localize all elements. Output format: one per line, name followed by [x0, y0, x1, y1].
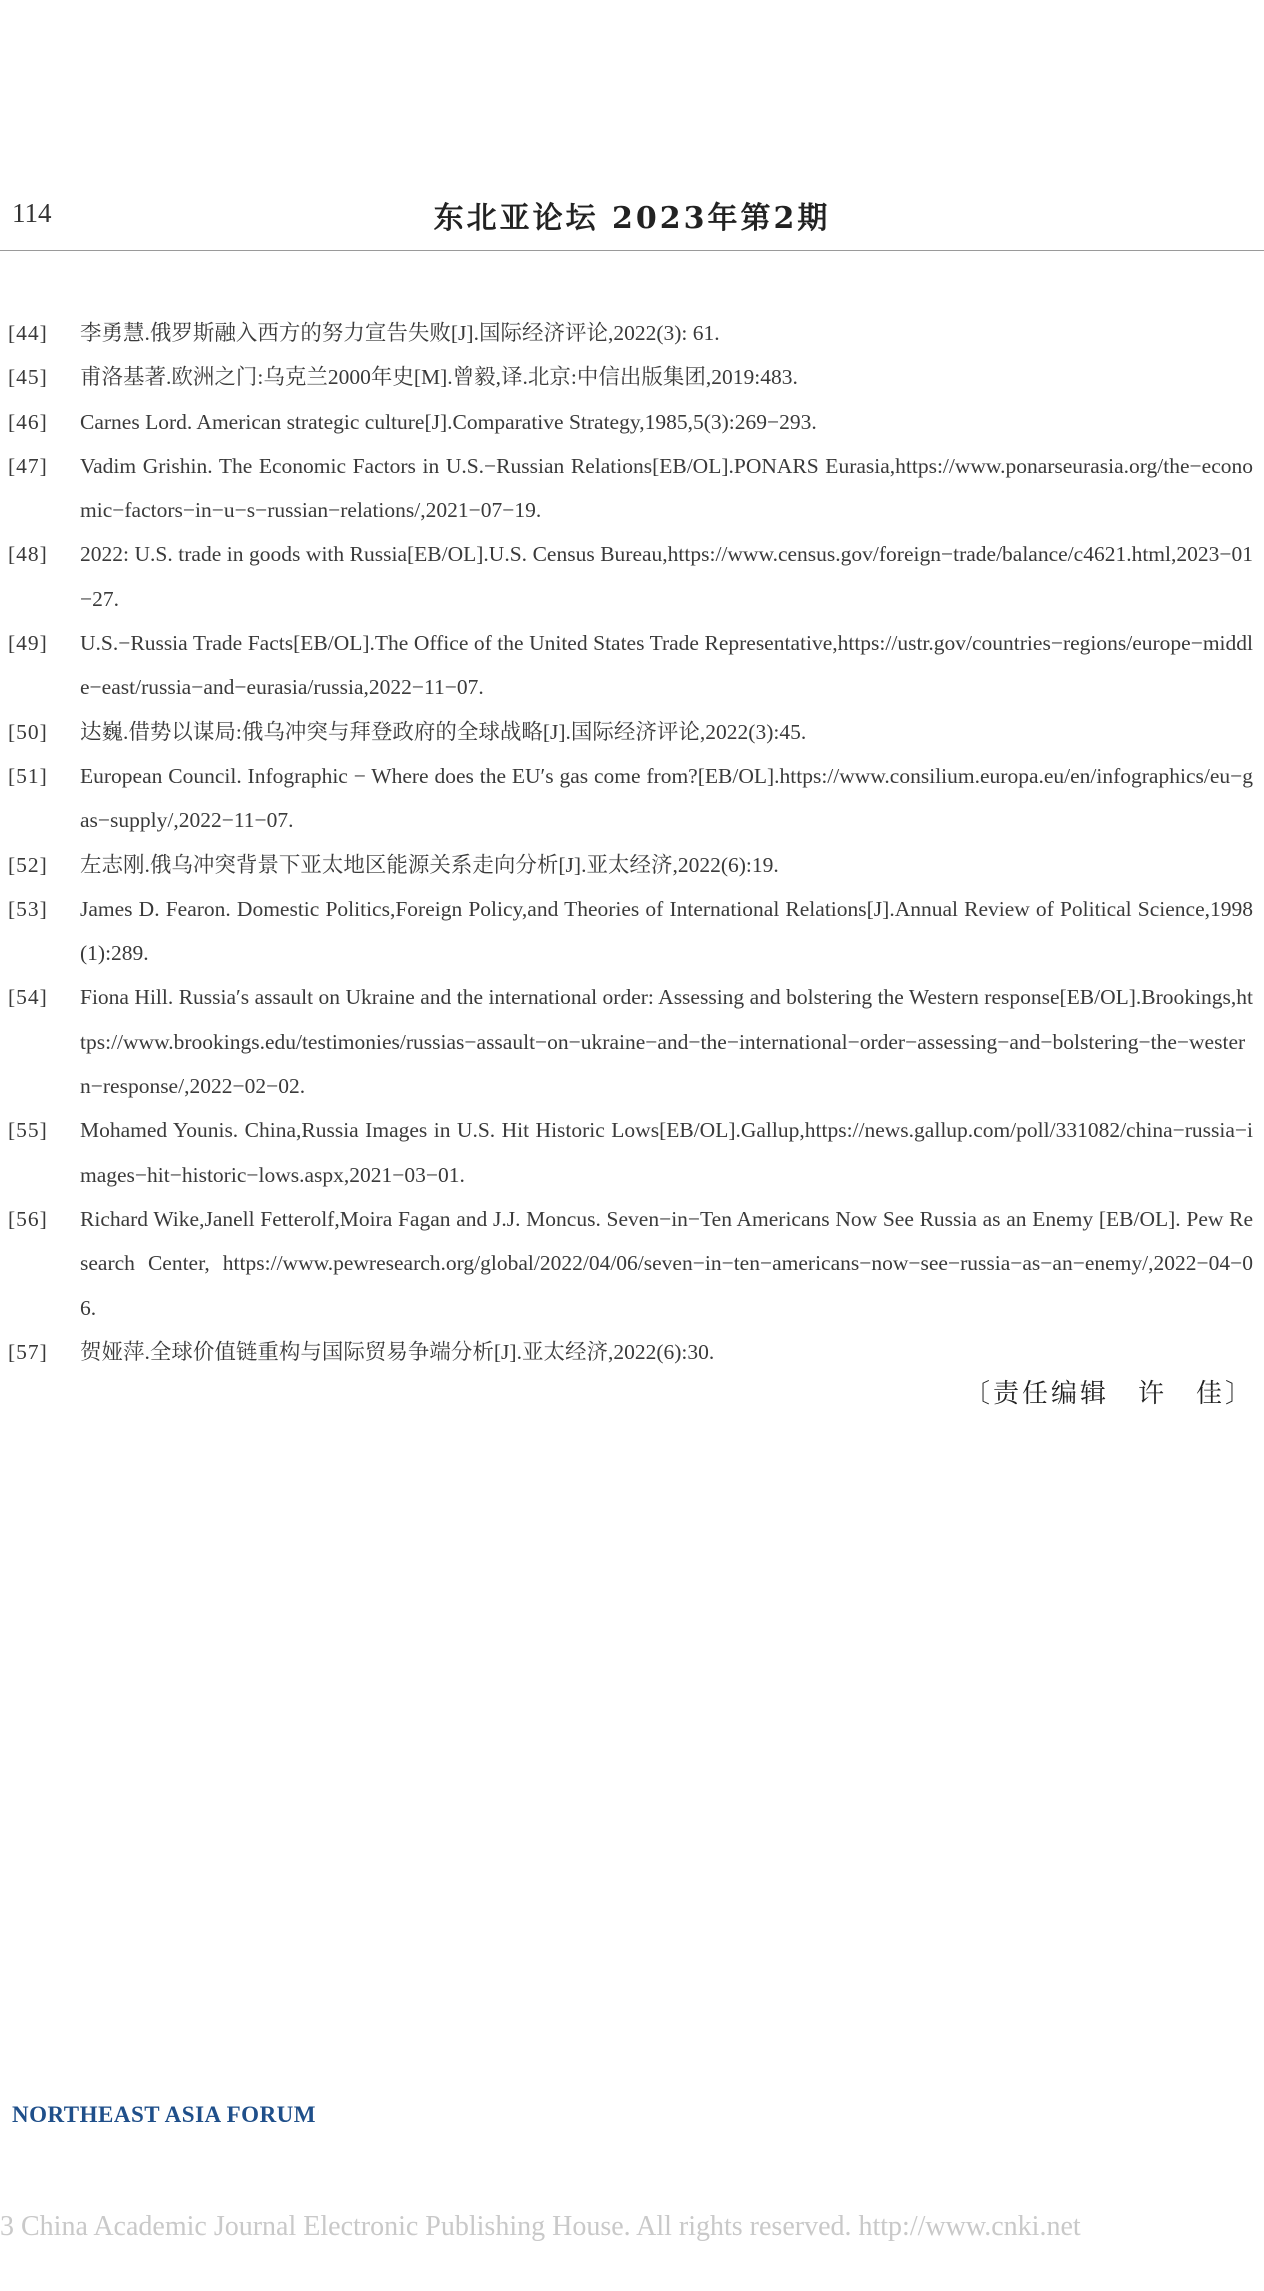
reference-number: [50] — [8, 719, 48, 744]
reference-item — [8, 843, 1253, 887]
reference-text: 贺娅萍.全球价值链重构与国际贸易争端分析[J].亚太经济,2022(6):30. — [80, 1339, 715, 1364]
reference-item — [8, 400, 1253, 444]
reference-number: [53] — [8, 896, 48, 921]
reference-text: Vadim Grishin. The Economic Factors in U.S.−Russian Relations[EB/OL].PONARS Eurasia,https://www.ponarseurasia.org/the−economic−factors−in−u−s−russian−relations/,2021−07−19. — [80, 453, 1253, 523]
reference-text: Mohamed Younis. China,Russia Images in U.S. Hit Historic Lows[EB/OL].Gallup,https://news.gallup.com/poll/331082/china−russia−images−hit−historic−lows.aspx,2021−03−01. — [80, 1118, 1253, 1187]
reference-text: U.S.−Russia Trade Facts[EB/OL].The Office of the United States Trade Representative,https://ustr.gov/countries−regions/europe−middle−east/russia−and−eurasia/russia,2022−11−07. — [80, 631, 1253, 700]
reference-text: Carnes Lord. American strategic culture[J].Comparative Strategy,1985,5(3):269−293. — [80, 409, 817, 434]
reference-item — [8, 311, 1253, 355]
reference-item — [8, 621, 1253, 710]
reference-item — [8, 532, 1253, 621]
copyright-watermark: 3 China Academic Journal Electronic Publishing House. All rights reserved. http://www.cnki.net — [0, 2211, 1081, 2242]
reference-number: [51] — [8, 763, 48, 788]
reference-number: [47] — [8, 453, 48, 478]
reference-number: [57] — [8, 1339, 48, 1364]
reference-number: [46] — [8, 409, 48, 434]
reference-item — [8, 1108, 1253, 1197]
journal-english-name: NORTHEAST ASIA FORUM — [12, 2102, 316, 2127]
reference-number: [56] — [8, 1206, 48, 1231]
reference-number: [52] — [8, 852, 48, 877]
reference-item — [8, 754, 1253, 843]
reference-text: Fiona Hill. Russia′s assault on Ukraine and the international order: Assessing and bolstering the Western response[EB/OL].Brookings,https://www.brookings.edu/testimonies/russias−assault−on−ukraine−and−the−international−order−assessing−and−bolstering−the−western−response/,2022−02−02. — [80, 985, 1253, 1099]
reference-item — [8, 975, 1253, 1108]
reference-item — [8, 1330, 1253, 1374]
reference-item — [8, 444, 1253, 533]
reference-item — [8, 355, 1253, 399]
reference-text: 李勇慧.俄罗斯融入西方的努力宣告失败[J].国际经济评论,2022(3): 61. — [80, 321, 720, 345]
reference-text: European Council. Infographic − Where does the EU′s gas come from?[EB/OL].https://www.consilium.europa.eu/en/infographics/eu−gas−supply/,2022−11−07. — [80, 763, 1253, 833]
reference-item — [8, 1197, 1253, 1330]
reference-text: Richard Wike,Janell Fetterolf,Moira Fagan and J.J. Moncus. Seven−in−Ten Americans Now See Russia as an Enemy [EB/OL]. Pew Research Center, https://www.pewresearch.org/global/2022/04/06/seven−in−ten−americans−now−see−russia−as−an−enemy/,2022−04−06. — [80, 1206, 1253, 1320]
reference-text: 达巍.借势以谋局:俄乌冲突与拜登政府的全球战略[J].国际经济评论,2022(3):45. — [80, 719, 807, 744]
reference-number: [49] — [8, 631, 48, 656]
reference-number: [55] — [8, 1118, 48, 1143]
reference-text: 左志刚.俄乌冲突背景下亚太地区能源关系走向分析[J].亚太经济,2022(6):19. — [80, 852, 779, 877]
header-divider — [0, 250, 1264, 251]
reference-list — [8, 311, 1253, 1374]
reference-number: [48] — [8, 542, 48, 567]
reference-number: [44] — [8, 321, 48, 345]
reference-text: 甫洛基著.欧洲之门:乌克兰2000年史[M].曾毅,译.北京:中信出版集团,2019:483. — [80, 365, 798, 390]
reference-text: James D. Fearon. Domestic Politics,Foreign Policy,and Theories of International Relations[J].Annual Review of Political Science,1998(1):289. — [80, 896, 1253, 966]
reference-number: [45] — [8, 365, 48, 390]
reference-item — [8, 887, 1253, 976]
reference-number: [54] — [8, 985, 48, 1010]
journal-running-title: 东北亚论坛 2023年第2期 — [433, 201, 831, 236]
reference-item — [8, 710, 1253, 754]
responsible-editor-note: 〔责任编辑 许 佳〕 — [963, 1379, 1254, 1409]
page-number: 114 — [12, 198, 52, 228]
reference-text: 2022: U.S. trade in goods with Russia[EB/OL].U.S. Census Bureau,https://www.census.gov/foreign−trade/balance/c4621.html,2023−01−27. — [80, 542, 1253, 611]
